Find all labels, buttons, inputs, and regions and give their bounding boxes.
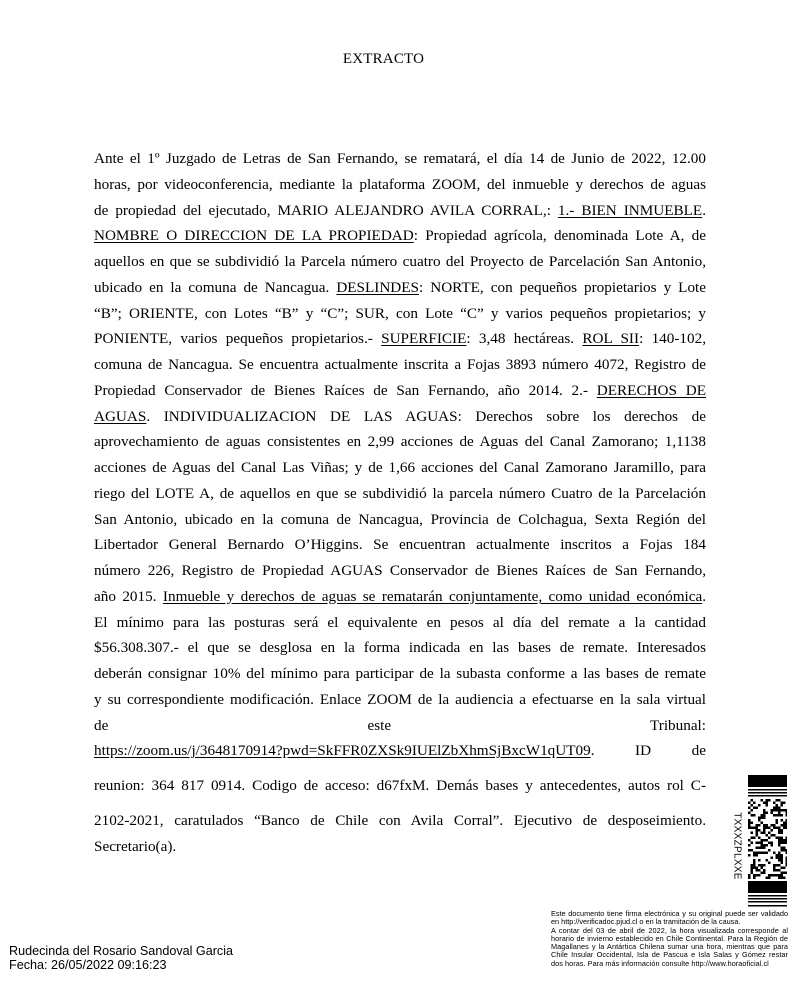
text-line [94,378,706,404]
text-run: . ID de [590,742,706,760]
verification-code: TXXXZPLXXE [731,812,743,880]
underlined-heading: DERECHOS DE [596,381,706,399]
text-run: . [702,201,707,219]
text-line [94,326,706,352]
text-line [94,558,706,584]
underlined-heading: NOMBRE O DIRECCION DE LA PROPIEDAD [94,227,414,245]
text-run: Propiedad Conservador de Bienes Raíces de San Fernando, año 2014. 2.- [94,381,597,399]
barcode-icon [748,775,787,908]
text-run: comuna de Nancagua. Se encuentra actualmente inscrita a Fojas 3893 número 4072, Registro de [94,356,706,373]
text-line [94,738,706,764]
verification-notice [551,910,788,968]
text-run: número 226, Registro de Propiedad AGUAS Conservador de Bienes Raíces de San Fernando, [94,562,706,579]
text-run: San Antonio, ubicado en la comuna de Nancagua, Provincia de Colchagua, Sexta Región del [94,510,706,528]
text-run: PONIENTE, varios pequeños propietarios.- [94,330,382,348]
text-run: aprovechamiento de aguas consistentes en 2,99 acciones de Aguas del Canal Zamorano; 1,1138 [94,433,706,451]
text-run: riego del LOTE A, de aquellos en que se subdividió la parcela número Cuatro de la Parcelación [94,484,706,502]
text-run: aquellos en que se subdividió la Parcela número cuatro del Proyecto de Parcelación San Antonio, [94,253,706,270]
text-run: $56.308.307.- el que se desglosa en la forma indicada en las bases de remate. Interesados [94,639,706,657]
text-run: Libertador General Bernardo O’Higgins. Se encuentran actualmente inscritos a Fojas 184 [94,536,706,554]
text-run: 2102-2021, caratulados “Banco de Chile con Avila Corral”. Ejecutivo de desposeimiento. [94,811,706,829]
signature-date: Fecha: 26/05/2022 09:16:23 [9,958,167,972]
text-line [94,713,706,739]
text-line [94,249,706,275]
text-line [94,635,706,661]
underlined-heading: ROL SII [582,330,640,348]
zoom-link[interactable]: https://zoom.us/j/3648170914?pwd=SkFFR0ZXSk9IUElZbXhmSjBxcW1qUT09 [94,742,591,760]
verification-code-label [727,806,747,886]
text-line [94,146,706,172]
underlined-heading: AGUAS [94,407,147,425]
text-line [94,172,706,198]
text-run: Ante el 1º Juzgado de Letras de San Fernando, se rematará, el día 14 de Junio de 2022, 12.00 [94,150,706,167]
text-run: . [702,587,707,605]
text-line [94,198,706,224]
underlined-heading: Inmueble y derechos de aguas se rematarán conjuntamente, como unidad económica [162,587,703,605]
text-line [94,610,706,636]
text-line [94,661,706,687]
text-run: ubicado en la comuna de Nancagua. [94,278,337,296]
text-line [94,584,706,610]
text-run: año 2015. [94,587,163,605]
text-run: El mínimo para las posturas será el equivalente en pesos al día del remate a la cantidad [94,613,706,631]
text-run: reunion: 364 817 0914. Codigo de acceso: d67fxM. Demás bases y antecedentes, autos rol C- [94,777,706,794]
text-run: : NORTE, con pequeños propietarios y Lote [419,278,706,296]
verification-notice-text: Este documento tiene firma electrónica y su original puede ser validado en http://verificadoc.pjud.cl o en la tramitación de la causa. [551,909,788,927]
text-run: de propiedad del ejecutado, MARIO ALEJANDRO AVILA CORRAL,: [94,201,558,219]
text-run: : 3,48 hectáreas. [466,330,583,348]
underlined-heading: SUPERFICIE [381,330,467,348]
underlined-heading: 1.- BIEN INMUEBLE [557,201,703,219]
text-line [94,275,706,301]
text-run: Secretario(a). [94,837,177,855]
text-line [94,404,706,430]
text-line [94,532,706,558]
extract-body [94,146,706,859]
document-title: EXTRACTO [342,51,425,67]
text-line [94,481,706,507]
text-run: de este Tribunal: [94,716,706,734]
text-line [94,687,706,713]
text-line [94,773,706,799]
text-run: . INDIVIDUALIZACION DE LAS AGUAS: Derechos sobre los derechos de [146,407,706,425]
text-line [94,507,706,533]
text-line [94,429,706,455]
text-run: : Propiedad agrícola, denominada Lote A, de [413,227,707,245]
text-line [94,223,706,249]
text-run: deberán consignar 10% del mínimo para participar de la subasta conforme a las bases de remate [94,665,706,682]
signature-block [9,944,233,972]
text-line [94,301,706,327]
text-line [94,834,706,860]
text-run: acciones de Aguas del Canal Las Viñas; y de 1,66 acciones del Canal Zamorano Jaramillo, para [94,459,706,476]
text-line [94,352,706,378]
underlined-heading: DESLINDES [336,278,419,296]
text-line [94,808,706,834]
text-line [94,455,706,481]
text-run: horas, por videoconferencia, mediante la plataforma ZOOM, del inmueble y derechos de aguas [94,175,706,193]
text-run: : 140-102, [639,330,707,348]
text-run: “B”; ORIENTE, con Lotes “B” y “C”; SUR, con Lote “C” y varios pequeños propietarios; y [94,304,706,322]
text-run: y su correspondiente modificación. Enlace ZOOM de la audiencia a efectuarse en la sala virtual [94,690,706,708]
timezone-notice-text: A contar del 03 de abril de 2022, la hora visualizada corresponde al horario de invierno establecido en Chile Continental. Para la Región de Magallanes y la Antártica Chilena sumar una hora, mientras que para Chile Insular Occidental, Isla de Pascua e Isla Salas y Gómez restar dos horas. Para más información consulte http://www.horaoficial.cl [551,925,788,968]
signer-name: Rudecinda del Rosario Sandoval Garcia [9,944,234,958]
